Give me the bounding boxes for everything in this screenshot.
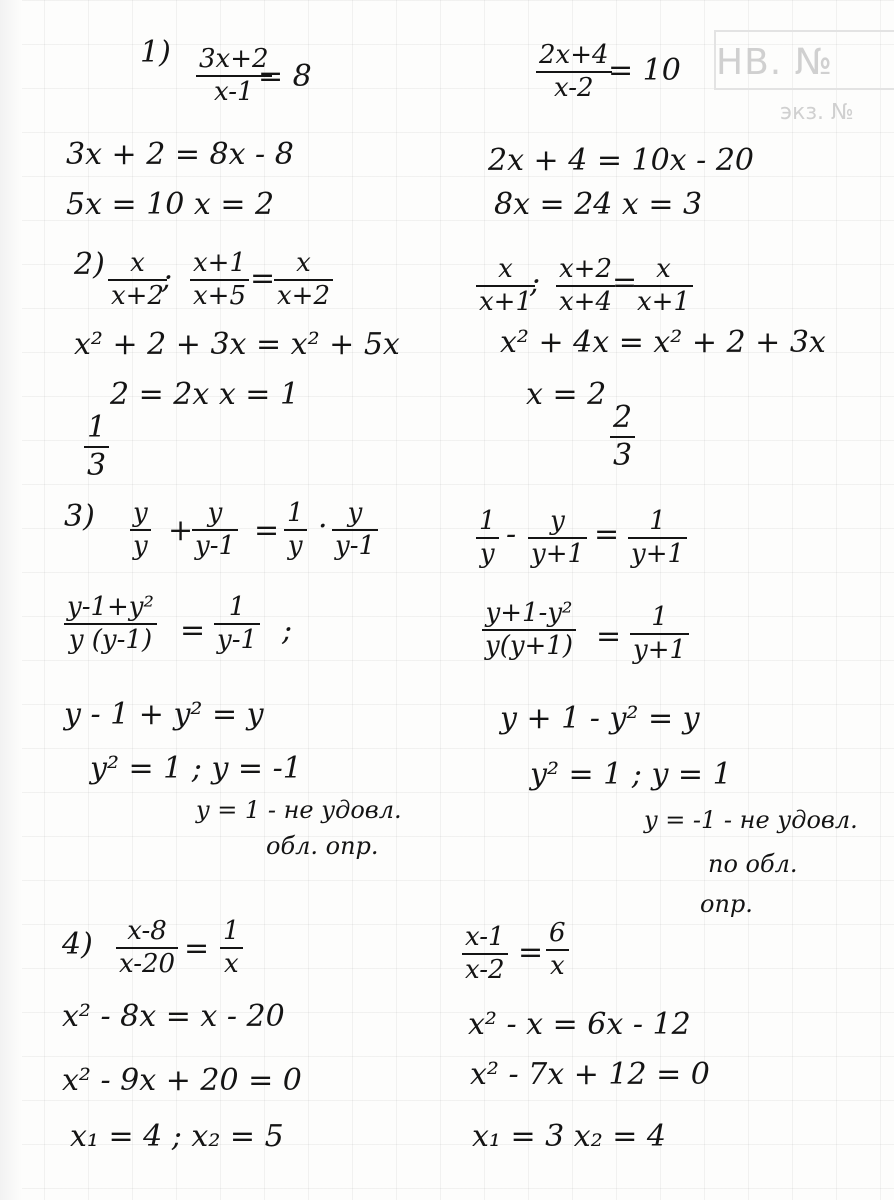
right-problem-4-step-1: x² - x = 6x - 12 <box>468 1007 691 1042</box>
right-problem-4-fraction-1 <box>462 924 508 985</box>
right-problem-2-answer-fraction <box>610 402 635 471</box>
problem-4-equals: = <box>184 931 210 966</box>
faded-stamp <box>716 28 894 125</box>
right-problem-2-step-2: x = 2 <box>526 377 607 412</box>
numerator: 1 <box>223 916 240 946</box>
problem-3-note-2: обл. опр. <box>266 832 379 860</box>
numerator: 1 <box>287 498 304 528</box>
denominator: x-2 <box>554 73 594 104</box>
problem-2-separator: ; <box>162 261 173 296</box>
right-problem-3-fraction-1 <box>476 508 499 569</box>
denominator: y(y+1) <box>485 631 573 662</box>
right-problem-1-step-2: 8x = 24 x = 3 <box>494 187 703 222</box>
numerator: y <box>133 498 148 528</box>
problem-2-fraction-3 <box>274 250 333 311</box>
numerator: x+2 <box>559 254 612 284</box>
denominator: y-1 <box>335 531 376 562</box>
denominator: x <box>223 949 239 980</box>
numerator: x-8 <box>127 916 167 946</box>
problem-4-fraction-2 <box>220 918 243 979</box>
right-problem-3-fraction-5 <box>630 604 689 665</box>
denominator: y <box>479 539 495 570</box>
problem-3-equals-2: = <box>180 613 206 648</box>
right-problem-3-minus: - <box>506 517 517 552</box>
page-edge-shadow <box>0 0 22 1200</box>
problem-3-fraction-6 <box>214 594 260 655</box>
denominator: x-20 <box>119 949 176 980</box>
right-problem-2-fraction-1 <box>476 256 535 317</box>
denominator: y+1 <box>633 635 687 666</box>
stamp-line-1: НВ. № <box>716 42 834 83</box>
denominator: x-1 <box>214 77 254 108</box>
denominator: 3 <box>87 447 107 483</box>
right-problem-3-equals: = <box>594 517 620 552</box>
right-problem-2-separator: ; <box>530 265 541 300</box>
right-problem-4-equals: = <box>518 935 544 970</box>
right-problem-3-fraction-3 <box>628 508 687 569</box>
right-problem-2-step-1: x² + 4x = x² + 2 + 3x <box>500 325 826 360</box>
problem-4-fraction-1 <box>116 918 178 979</box>
problem-4-roots: x₁ = 4 ; x₂ = 5 <box>70 1119 284 1154</box>
numerator: x <box>498 254 513 284</box>
problem-4-number: 4) <box>62 927 93 962</box>
problem-1-number: 1) <box>140 35 171 70</box>
right-problem-3-step-2: y² = 1 ; y = 1 <box>530 757 732 792</box>
denominator: x+4 <box>559 287 612 318</box>
problem-3-plus: + <box>168 513 194 548</box>
denominator: y <box>133 531 148 562</box>
problem-3-fraction-2 <box>192 500 238 561</box>
problem-2-answer-fraction <box>84 412 109 481</box>
denominator: y-1 <box>217 625 258 656</box>
denominator: x+5 <box>193 281 246 312</box>
right-problem-4-fraction-2 <box>546 920 569 981</box>
problem-3-fraction-4 <box>332 500 378 561</box>
right-problem-3-fraction-2 <box>528 508 587 569</box>
numerator: 3x+2 <box>199 44 269 74</box>
numerator: y <box>347 498 363 528</box>
denominator: y+1 <box>531 539 585 570</box>
numerator: y+1-y² <box>485 598 573 628</box>
right-problem-3-equals-2: = <box>596 619 622 654</box>
numerator: x <box>130 248 145 278</box>
right-problem-1-equation-fraction <box>536 42 612 103</box>
problem-1-step-1: 3x + 2 = 8x - 8 <box>66 137 294 172</box>
right-problem-3-note-3: опр. <box>700 890 753 918</box>
problem-1-rhs: = 8 <box>258 59 312 94</box>
numerator: 6 <box>549 918 566 948</box>
problem-3-number: 3) <box>64 499 95 534</box>
right-problem-4-step-2: x² - 7x + 12 = 0 <box>470 1057 710 1092</box>
numerator: x <box>296 248 311 278</box>
numerator: x+1 <box>193 248 246 278</box>
right-problem-1-rhs: = 10 <box>608 53 681 88</box>
numerator: 2 <box>613 400 633 435</box>
problem-4-step-2: x² - 9x + 20 = 0 <box>62 1063 302 1098</box>
problem-2-fraction-2 <box>190 250 249 311</box>
problem-3-equals: = <box>254 513 280 548</box>
numerator: 1 <box>649 506 666 536</box>
denominator: y <box>287 531 303 562</box>
problem-2-fraction-1 <box>108 250 167 311</box>
right-problem-3-note-1: y = -1 - не удовл. <box>644 806 858 834</box>
right-problem-2-fraction-3 <box>634 256 693 317</box>
right-problem-4-roots: x₁ = 3 x₂ = 4 <box>472 1119 667 1154</box>
denominator: y (y-1) <box>68 625 153 656</box>
denominator: y-1 <box>195 531 236 562</box>
numerator: 1 <box>87 410 107 445</box>
right-problem-3-step-1: y + 1 - y² = y <box>500 701 700 736</box>
numerator: y <box>207 498 223 528</box>
denominator: y+1 <box>631 539 685 570</box>
problem-2-step-1: x² + 2 + 3x = x² + 5x <box>74 327 400 362</box>
problem-2-equals: = <box>250 261 276 296</box>
right-problem-1-step-1: 2x + 4 = 10x - 20 <box>488 143 754 178</box>
denominator: x+1 <box>637 287 690 318</box>
numerator: 1 <box>228 592 246 622</box>
denominator: x-2 <box>465 955 505 986</box>
right-problem-3-note-2: по обл. <box>708 850 798 878</box>
right-problem-2-equals: = <box>612 265 638 300</box>
problem-3-combined-fraction <box>64 594 157 655</box>
denominator: x <box>549 951 565 982</box>
problem-2-step-2: 2 = 2x x = 1 <box>110 377 300 412</box>
numerator: y <box>550 506 565 536</box>
problem-3-fraction-1 <box>130 500 151 561</box>
numerator: 2x+4 <box>539 40 609 70</box>
denominator: x+2 <box>277 281 330 312</box>
problem-3-step-2: y² = 1 ; y = -1 <box>90 751 302 786</box>
problem-3-fraction-3 <box>284 500 307 561</box>
problem-1-step-2: 5x = 10 x = 2 <box>66 187 275 222</box>
problem-4-step-1: x² - 8x = x - 20 <box>62 999 285 1034</box>
problem-3-step-1: y - 1 + y² = y <box>64 697 264 732</box>
denominator: x+1 <box>479 287 532 318</box>
problem-2-number: 2) <box>74 247 105 282</box>
problem-3-dot: · <box>318 509 328 544</box>
right-problem-3-combined-fraction <box>482 600 576 661</box>
numerator: 1 <box>651 602 668 632</box>
numerator: x-1 <box>465 922 505 952</box>
numerator: x <box>656 254 671 284</box>
right-problem-2-fraction-2 <box>556 256 615 317</box>
problem-3-semicolon: ; <box>282 613 293 648</box>
numerator: 1 <box>479 506 496 536</box>
denominator: 3 <box>613 437 633 473</box>
numerator: y-1+y² <box>67 592 154 622</box>
problem-3-note-1: y = 1 - не удовл. <box>196 796 402 824</box>
stamp-line-2: экз. № <box>780 100 854 125</box>
denominator: x+2 <box>111 281 164 312</box>
